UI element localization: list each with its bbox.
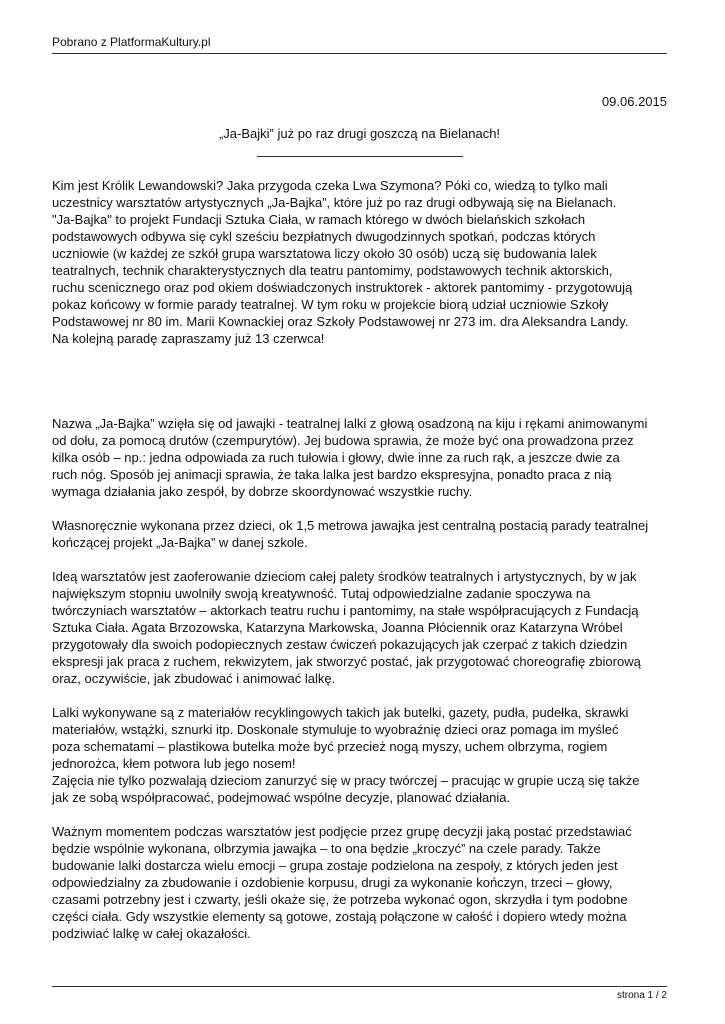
paragraph-spacer [52, 806, 674, 823]
title-underline [257, 156, 463, 157]
paragraph-name-origin: Nazwa „Ja-Bajka” wzięła się od jawajki - teatralnej lalki z głową osadzoną na kiju i rękami animowanymi od dołu, za pomocą drutów (czempurytów). Jej budowa sprawia, że może być ona prowadzona przez kilka osób – np.: jedna odpowiada za ruch tułowia i głowy, dwie inne za ruch rąk, a jeszcze dwie za ruch nóg. Sposób jej animacji sprawia, że taka lalka jest bardzo ekspresyjna, ponadto praca z nią wymaga działania jako zespół, by dobrze skoordynować wszystkie ruchy. [52, 416, 648, 499]
article-title: „Ja-Bajki” już po raz drugi goszczą na Bielanach! [218, 126, 501, 141]
paragraph-recycled-materials: Lalki wykonywane są z materiałów recyklingowych takich jak butelki, gazety, pudła, pudełka, skrawki materiałów, wstążki, sznurki itp. Doskonale stymuluje to wyobraźnię dzieci oraz pomaga im myśleć poza schematami – plastikowa butelka może być przecież nogą myszy, uchem olbrzyma, rogiem jednorożca, kłem potwora lub jego nosem! Zajęcia nie tylko pozwalają dzieciom zanurzyć się w pracy twórczej – pracując w grupie uczą się także jak ze sobą współpracować, podejmować wspólne decyzje, planować działania. [52, 705, 640, 805]
publication-date: 09.06.2015 [601, 94, 667, 109]
paragraph-spacer [52, 500, 674, 517]
paragraph-intro: Kim jest Królik Lewandowski? Jaka przygoda czeka Lwa Szymona? Póki co, wiedzą to tylko mali uczestnicy warsztatów artystycznych „Ja-Bajka”, które już po raz drugi odbywają się na Bielanach. "Ja-Bajka" to projekt Fundacji Sztuka Ciała, w ramach którego w dwóch bielańskich szkołach podstawowych odbywa się cykl sześciu bezpłatnych dwugodzinnych spotkań, podczas których uczniowie (w każdej ze szkół grupa warsztatowa liczy około 30 osób) uczą się budowania lalek teatralnych, technik charakterystycznych dla teatru pantomimy, podstawowych technik aktorskich, ruchu scenicznego oraz pod okiem doświadczonych instruktorek - aktorek pantomimy - przygotowują pokaz końcowy w formie parady teatralnej. W tym roku w projekcie biorą udział uczniowie Szkoły Podstawowej nr 80 im. Marii Kownackiej oraz Szkoły Podstawowej nr 273 im. dra Aleksandra Landy. Na kolejną paradę zapraszamy już 13 czerwca! [52, 178, 633, 346]
page-number: strona 1 / 2 [616, 990, 667, 1001]
paragraph-spacer [52, 687, 674, 704]
footer-divider [52, 986, 667, 987]
header-divider [52, 53, 667, 54]
download-source-header: Pobrano z PlatformaKultury.pl [52, 35, 211, 49]
paragraph-spacer [52, 347, 674, 415]
article-body [52, 177, 674, 942]
paragraph-central-puppet: Własnoręcznie wykonana przez dzieci, ok 1,5 metrowa jawajka jest centralną postacią parady teatralnej kończącej projekt „Ja-Bajka” w danej szkole. [52, 518, 649, 550]
paragraph-spacer [52, 551, 674, 568]
paragraph-workshop-idea: Ideą warsztatów jest zaoferowanie dzieciom całej palety środków teatralnych i artystycznych, by w jak największym stopniu uwolniły swoją kreatywność. Tutaj odpowiedzialne zadanie spoczywa na twórczyniach warsztatów – aktorkach teatru ruchu i pantomimy, na stałe współpracujących z Fundacją Sztuka Ciała. Agata Brzozowska, Katarzyna Markowska, Joanna Płóciennik oraz Katarzyna Wróbel przygotowały dla swoich podopiecznych zestaw ćwiczeń pokazujących jak czerpać z takich dziedzin ekspresji jak praca z ruchem, rekwizytem, jak stworzyć postać, jak przygotować choreografię zbiorową oraz, oczywiście, jak zbudować i animować lalkę. [52, 569, 641, 686]
paragraph-group-decision: Ważnym momentem podczas warsztatów jest podjęcie przez grupę decyzji jaką postać przedstawiać będzie wspólnie wykonana, olbrzymia jawajka – to ona będzie „kroczyć” na czele parady. Także budowanie lalki dostarcza wielu emocji – grupa zostaje podzielona na zespoły, z których jeden jest odpowiedzialny za zbudowanie i ozdobienie korpusu, drugi za wykonanie kończyn, trzeci – głowy, czasami potrzebny jest i czwarty, jeśli okaże się, że potrzeba wykonać ogon, skrzydła i tym podobne części ciała. Gdy wszystkie elementy są gotowe, zostają połączone w całość i dopiero wtedy można podziwiać lalkę w całej okazałości. [52, 824, 632, 941]
